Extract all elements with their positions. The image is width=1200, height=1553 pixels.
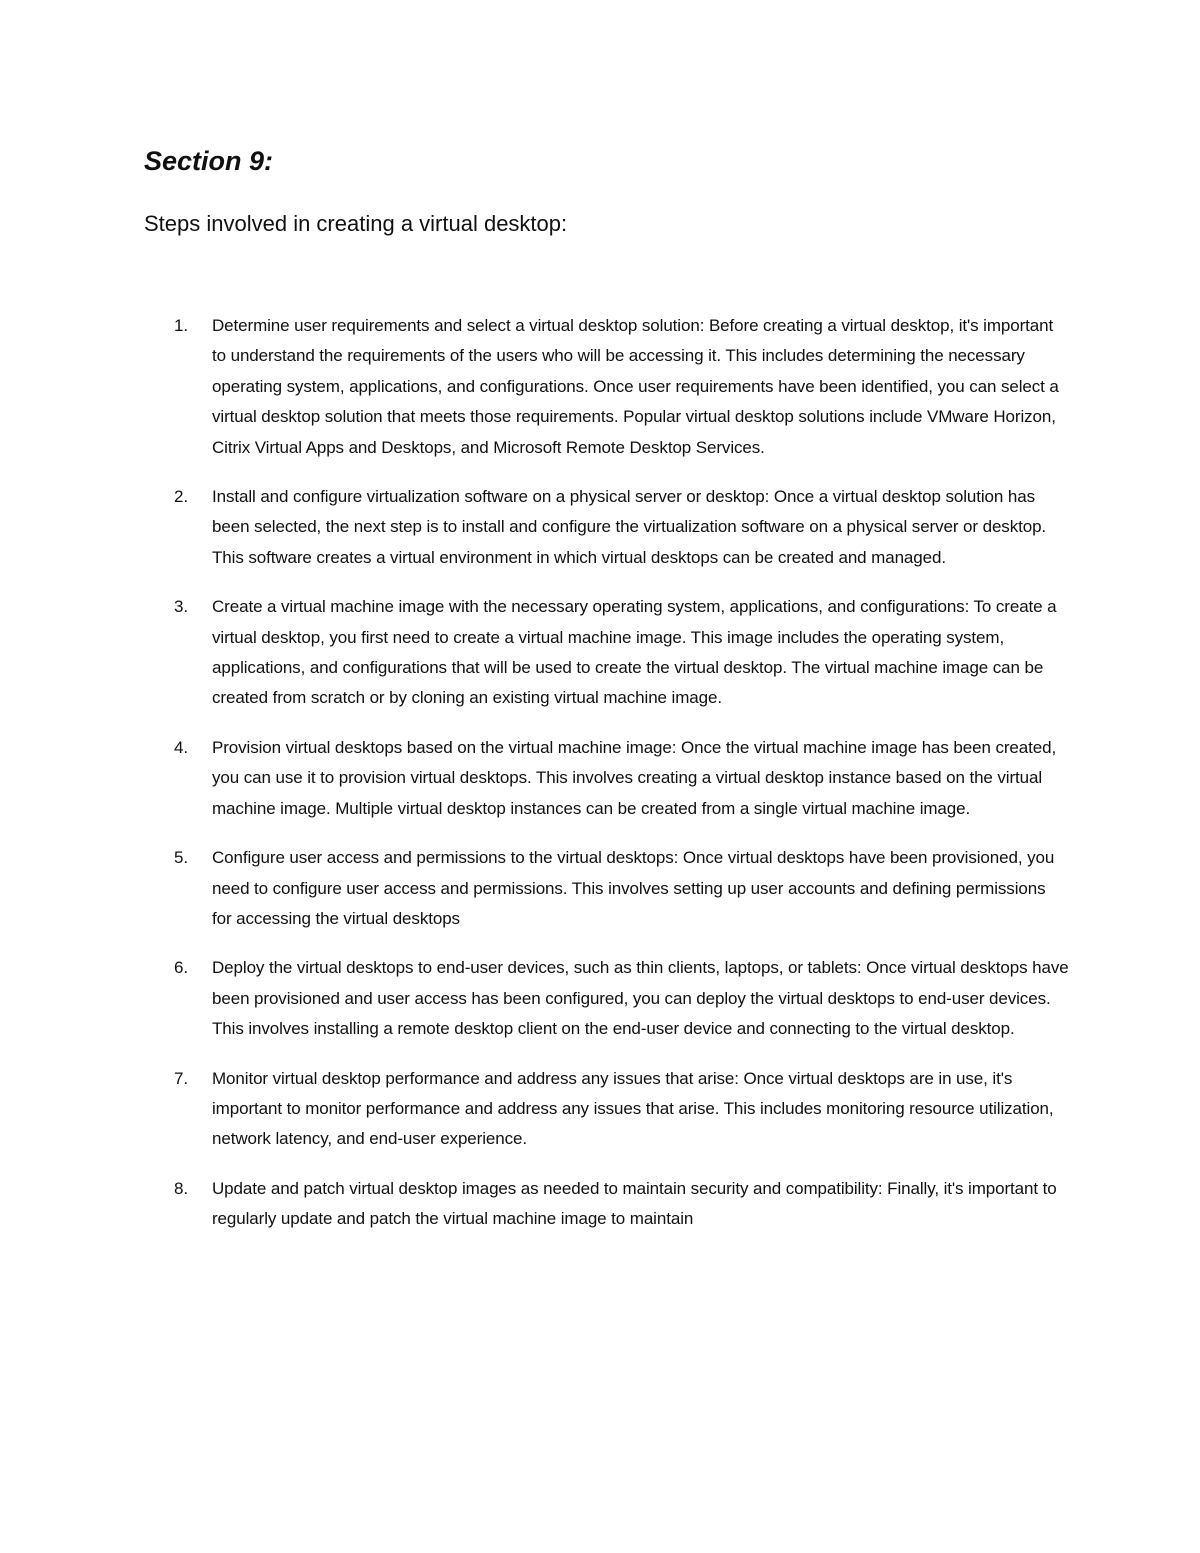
- section-title: Section 9:: [144, 146, 274, 176]
- list-item: [144, 1064, 1069, 1155]
- list-item: [144, 1174, 1069, 1235]
- step-text: Provision virtual desktops based on the virtual machine image: Once the virtual machine image has been created, you can use it to provision virtual desktops. This involves creating a virtual desktop instance based on the virtual machine image. Multiple virtual desktop instances can be created from a single virtual machine image.: [212, 737, 1057, 818]
- list-item: [144, 843, 1069, 934]
- step-text: Deploy the virtual desktops to end-user devices, such as thin clients, laptops, or tablets: Once virtual desktops have been provisioned and user access has been configured, you can deploy the virtual desktops to end-user devices. This involves installing a remote desktop client on the end-user device and connecting to the virtual desktop.: [212, 958, 1069, 1039]
- step-text: Install and configure virtualization software on a physical server or desktop: Once a virtual desktop solution has been selected, the next step is to install and configure the virtualization software on a physical server or desktop. This software creates a virtual environment in which virtual desktops can be created and managed.: [212, 487, 1047, 567]
- steps-list: [144, 311, 1069, 1254]
- step-text: Monitor virtual desktop performance and address any issues that arise: Once virtual desktops are in use, it's important to monitor performance and address any issues that arise. This includes monitoring resource utilization, network latency, and end-user experience.: [212, 1068, 1054, 1149]
- step-number: 5.: [174, 848, 188, 868]
- document-subtitle: Steps involved in creating a virtual desktop:: [144, 211, 568, 236]
- step-text: Create a virtual machine image with the necessary operating system, applications, and configurations: To create a virtual desktop, you first need to create a virtual machine image. This image includes the operating system, applications, and configurations that will be used to create the virtual desktop. The virtual machine image can be created from scratch or by cloning an existing virtual machine image.: [212, 597, 1057, 708]
- step-number: 4.: [174, 737, 188, 757]
- list-item: [144, 953, 1069, 1044]
- list-item: [144, 733, 1069, 824]
- list-item: [144, 311, 1069, 463]
- list-item: [144, 482, 1069, 573]
- list-item: [144, 592, 1069, 714]
- step-number: 6.: [174, 958, 188, 978]
- step-number: 7.: [174, 1068, 188, 1088]
- step-text: Determine user requirements and select a virtual desktop solution: Before creating a virtual desktop, it's important to understand the requirements of the users who will be accessing it. This includes determining the necessary operating system, applications, and configurations. Once user requirements have been identified, you can select a virtual desktop solution that meets those requirements. Popular virtual desktop solutions include VMware Horizon, Citrix Virtual Apps and Desktops, and Microsoft Remote Desktop Services.: [212, 316, 1059, 457]
- step-number: 1.: [174, 316, 188, 335]
- step-number: 3.: [174, 597, 188, 617]
- step-text: Update and patch virtual desktop images as needed to maintain security and compatibility: Finally, it's important to regularly update and patch the virtual machine image to maintain: [212, 1178, 1057, 1229]
- step-number: 8.: [174, 1178, 188, 1198]
- step-text: Configure user access and permissions to the virtual desktops: Once virtual desktops have been provisioned, you need to configure user access and permissions. This involves setting up user accounts and defining permissions for accessing the virtual desktops: [212, 848, 1055, 928]
- step-number: 2.: [174, 487, 188, 507]
